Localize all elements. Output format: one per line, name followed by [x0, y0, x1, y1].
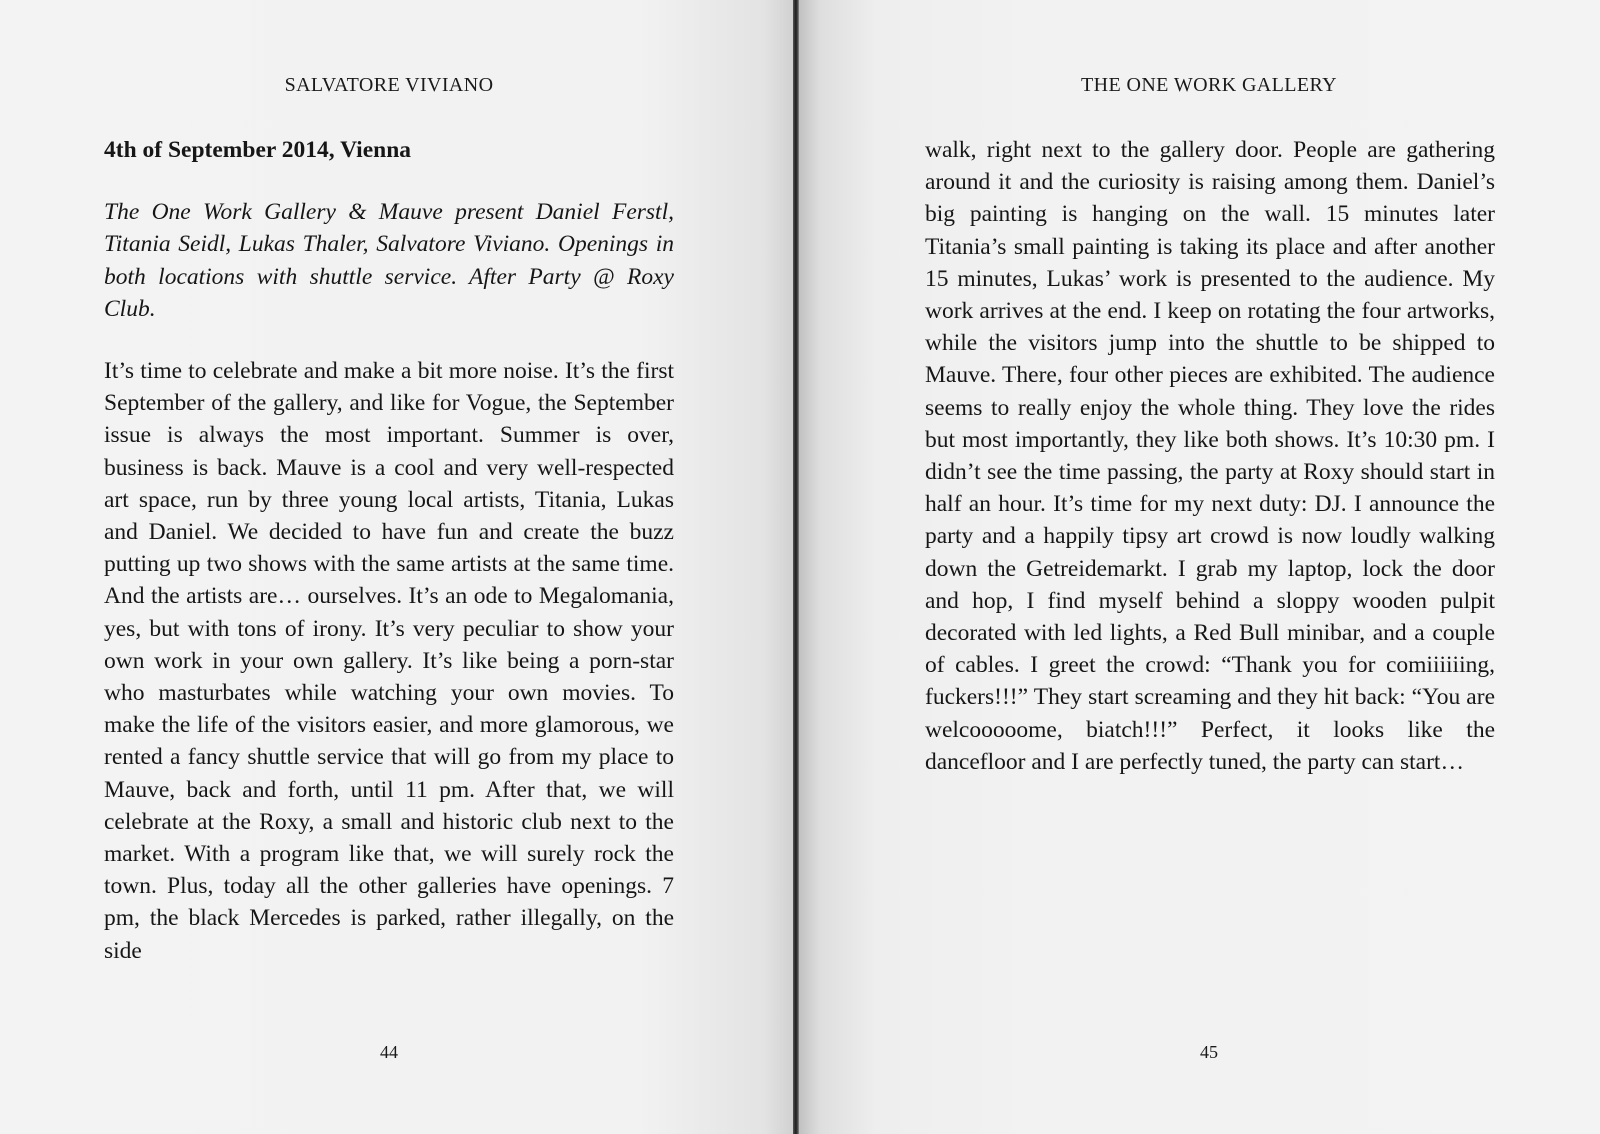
right-text-block — [925, 134, 1495, 778]
page-number-left: 44 — [380, 1042, 398, 1062]
page-number-right: 45 — [1200, 1042, 1218, 1062]
entry-intro: The One Work Gallery & Mauve present Daniel Ferstl, Titania Seidl, Lukas Thaler, Salvatore Viviano. Openings in both locations with shuttle service. After Party @ Roxy Club. — [104, 199, 674, 322]
left-text-block — [104, 134, 674, 967]
right-body-text: walk, right next to the gallery door. People are gathering around it and the curiosity is raising among them. Daniel’s big painting is hanging on the wall. 15 minutes later Titania’s small painting is taking its place and after another 15 minutes, Lukas’ work is presented to the audience. My work arrives at the end. I keep on rotating the four artworks, while the visitors jump into the shuttle to be shipped to Mauve. There, four other pieces are exhibited. The audience seems to really enjoy the whole thing. They love the rides but most importantly, they like both shows. It’s 10:30 pm. I didn’t see the time passing, the party at Roxy should start in half an hour. It’s time for my next duty: DJ. I announce the party and a happily tipsy art crowd is now loudly walking down the Getreidemarkt. I grab my laptop, lock the door and hop, I find myself behind a sloppy wooden pulpit decorated with led lights, a Red Bull minibar, and a couple of cables. I greet the crowd: “Thank you for comiiiiiing, fuckers!!!” They start screaming and they hit back: “You are welcooooome, biatch!!!” Perfect, it looks like the dancefloor and I are perfectly tuned, the party can start… — [925, 137, 1495, 775]
right-page — [796, 0, 1600, 1134]
left-page — [0, 0, 796, 1134]
running-head-title: THE ONE WORK GALLERY — [1081, 74, 1337, 96]
running-head-author: SALVATORE VIVIANO — [284, 74, 494, 96]
entry-heading: 4th of September 2014, Vienna — [104, 137, 412, 163]
book-gutter — [793, 0, 799, 1134]
left-body-text: It’s time to celebrate and make a bit more noise. It’s the first September of the gallery, and like for Vogue, the September issue is always the most important. Summer is over, business is back. Mauve is a cool and very well-respected art space, run by three young local artists, Titania, Lukas and Daniel. We decided to have fun and create the buzz putting up two shows with the same artists at the same time. And the artists are… ourselves. It’s an ode to Megalomania, yes, but with tons of irony. It’s very peculiar to show your own work in your own gallery. It’s like being a porn-star who masturbates while watching your own movies. To make the life of the visitors easier, and more glamorous, we rented a fancy shuttle service that will go from my place to Mauve, back and forth, until 11 pm. After that, we will celebrate at the Roxy, a small and historic club next to the market. With a program like that, we will surely rock the town. Plus, today all the other galleries have openings. 7 pm, the black Mercedes is parked, rather illegally, on the side — [104, 358, 674, 964]
